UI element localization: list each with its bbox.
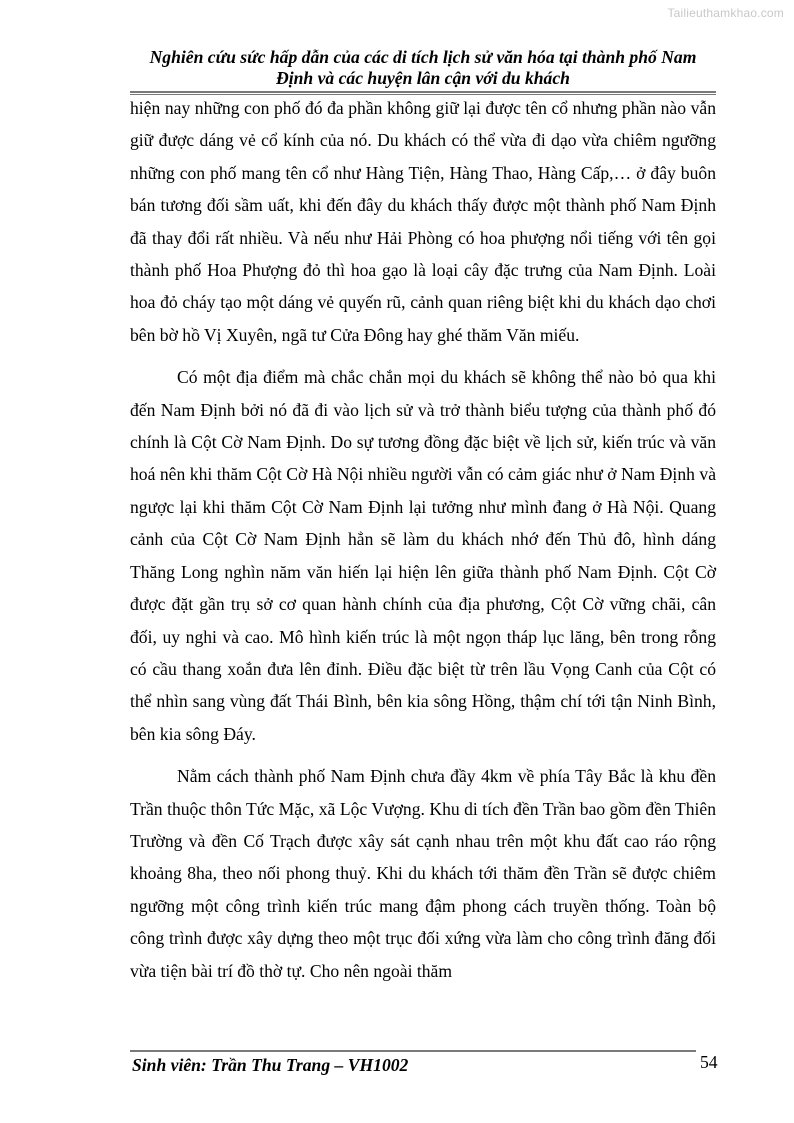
- document-body: [130, 92, 716, 987]
- footer-author: Sinh viên: Trần Thu Trang – VH1002: [132, 1055, 409, 1075]
- paragraph-3: Nằm cách thành phố Nam Định chưa đầy 4km về phía Tây Bắc là khu đền Trần thuộc thôn Tức Mặc, xã Lộc Vượng. Khu di tích đền Trần bao gồm đền Thiên Trường và đền Cố Trạch được xây sát cạnh nhau trên một khu đất cao ráo rộng khoảng 8ha, theo nối phong thuỷ. Khi du khách tới thăm đền Trần sẽ được chiêm ngưỡng một công trình kiến trúc mang đậm phong cách truyền thống. Toàn bộ công trình được xây dựng theo một trục đối xứng vừa làm cho công trình đăng đối vừa tiện bài trí đồ thờ tự. Cho nên ngoài thăm: [130, 766, 716, 981]
- page-number: 54: [700, 1052, 718, 1072]
- footer-divider: [130, 1050, 696, 1052]
- page-header: [130, 47, 716, 89]
- watermark: Tailieuthamkhao.com: [667, 6, 784, 20]
- header-title-line-1: Nghiên cứu sức hấp dẫn của các di tích lịch sử văn hóa tại thành phố Nam: [149, 47, 697, 67]
- header-title-line-2: Định và các huyện lân cận với du khách: [276, 68, 570, 88]
- paragraph-2: Có một địa điểm mà chắc chắn mọi du khách sẽ không thể nào bỏ qua khi đến Nam Định bởi nó đã đi vào lịch sử và trở thành biểu tượng của thành phố đó chính là Cột Cờ Nam Định. Do sự tương đồng đặc biệt về lịch sử, kiến trúc và văn hoá nên khi thăm Cột Cờ Hà Nội nhiều người vẫn có cảm giác như ở Nam Định và ngược lại khi thăm Cột Cờ Nam Định lại tưởng như mình đang ở Hà Nội. Quang cảnh của Cột Cờ Nam Định hẳn sẽ làm du khách nhớ đến Thủ đô, hình dáng Thăng Long nghìn năm văn hiến lại hiện lên giữa thành phố Nam Định. Cột Cờ được đặt gần trụ sở cơ quan hành chính của địa phương, Cột Cờ vững chãi, cân đối, uy nghi và cao. Mô hình kiến trúc là một ngọn tháp lục lăng, bên trong rỗng có cầu thang xoắn đưa lên đỉnh. Điều đặc biệt từ trên lầu Vọng Canh của Cột có thể nhìn sang vùng đất Thái Bình, bên kia sông Hồng, thậm chí tới tận Ninh Bình, bên kia sông Đáy.: [130, 367, 716, 744]
- paragraph-1: hiện nay những con phố đó đa phần không giữ lại được tên cổ nhưng phần nào vẫn giữ được dáng vẻ cổ kính của nó. Du khách có thể vừa đi dạo vừa chiêm ngưỡng những con phố mang tên cổ như Hàng Tiện, Hàng Thao, Hàng Cấp,… ở đây buôn bán tương đối sầm uất, khi đến đây du khách thấy được một thành phố Nam Định đã thay đổi rất nhiều. Và nếu như Hải Phòng có hoa phượng nổi tiếng với tên gọi thành phố Hoa Phượng đỏ thì hoa gạo là loại cây đặc trưng của Nam Định. Loài hoa đỏ cháy tạo một dáng vẻ quyến rũ, cảnh quan riêng biệt khi du khách dạo chơi bên bờ hồ Vị Xuyên, ngã tư Cửa Đông hay ghé thăm Văn miếu.: [130, 98, 716, 345]
